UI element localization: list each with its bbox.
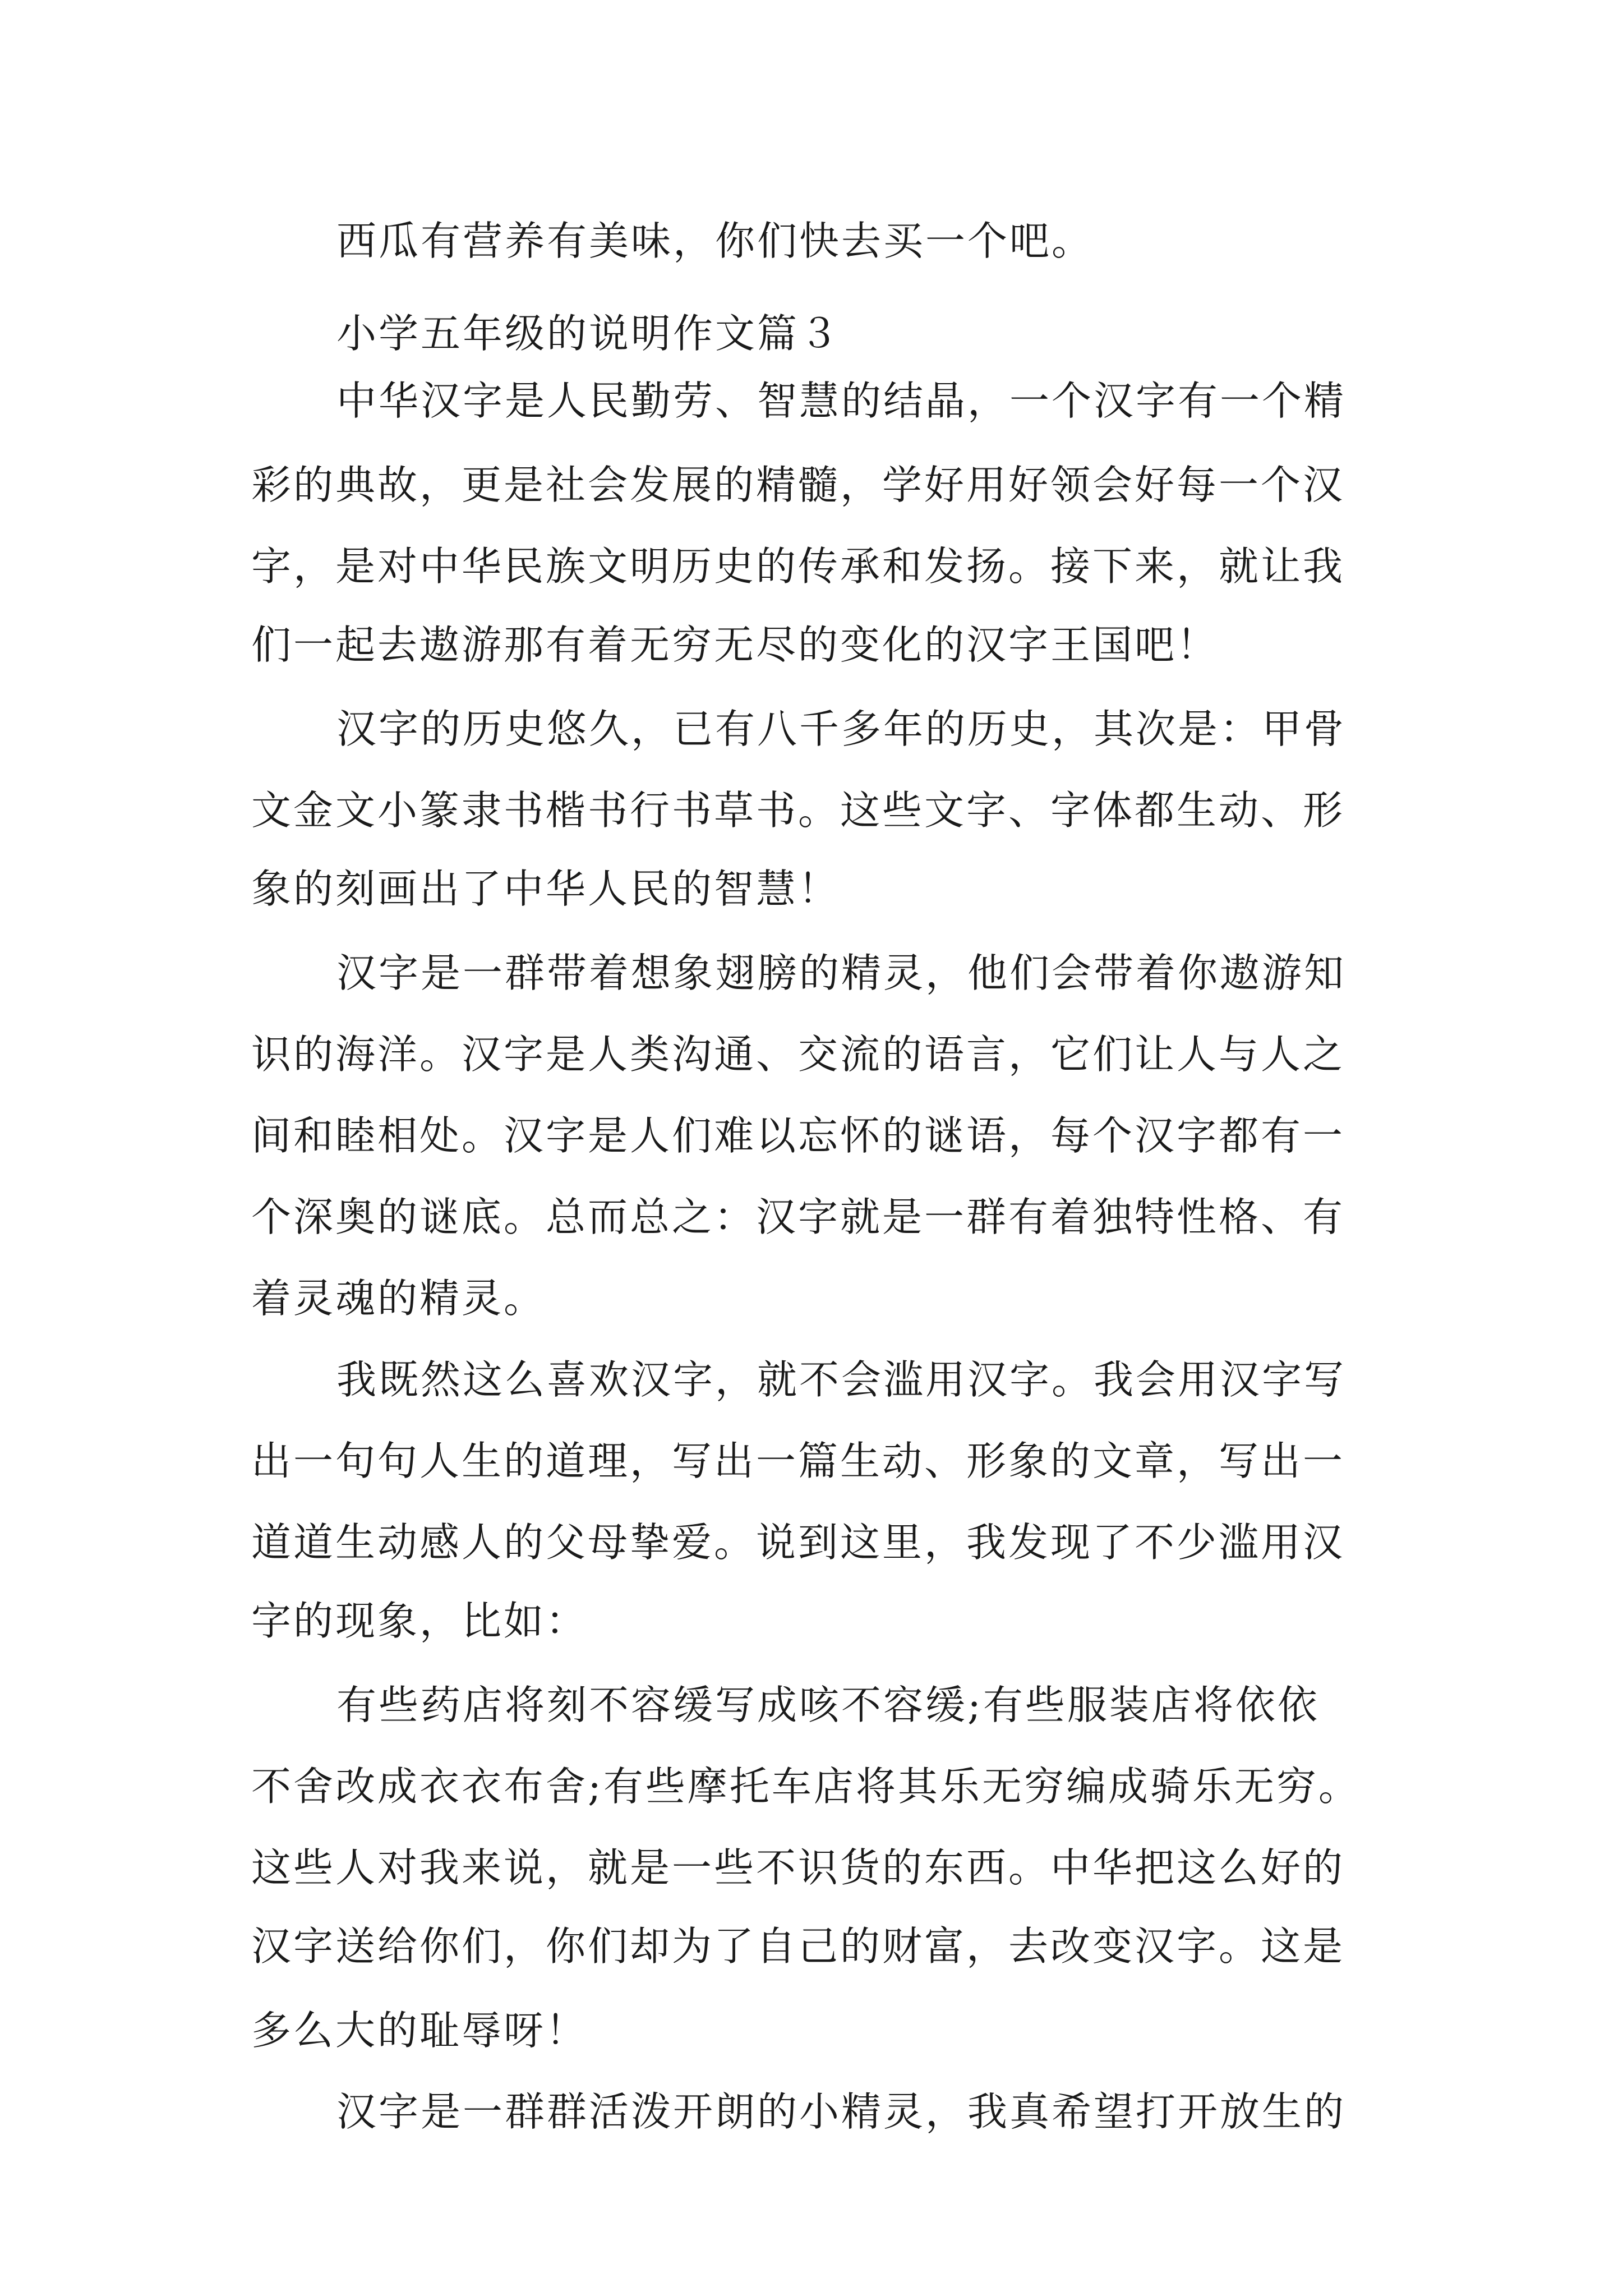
- paragraph-line: 西瓜有营养有美味，你们快去买一个吧。: [336, 218, 1094, 264]
- paragraph-line: 汉字是一群带着想象翅膀的精灵，他们会带着你遨游知: [336, 950, 1347, 996]
- paragraph-line: 出一句句人生的道理，写出一篇生动、形象的文章，写出一: [251, 1438, 1345, 1484]
- paragraph-line: 有些药店将刻不容缓写成咳不容缓;有些服装店将依依: [336, 1682, 1320, 1728]
- paragraph-line: 着灵魂的精灵。: [251, 1275, 546, 1322]
- paragraph-line: 文金文小篆隶书楷书行书草书。这些文字、字体都生动、形: [251, 787, 1345, 834]
- paragraph-line: 间和睦相处。汉字是人们难以忘怀的谜语，每个汉字都有一: [251, 1112, 1345, 1159]
- paragraph-line: 汉字送给你们，你们却为了自己的财富，去改变汉字。这是: [251, 1923, 1345, 1970]
- paragraph-line: 象的刻画出了中华人民的智慧！: [251, 866, 841, 912]
- paragraph-line: 彩的典故，更是社会发展的精髓，学好用好领会好每一个汉: [251, 462, 1345, 508]
- paragraph-line: 中华汉字是人民勤劳、智慧的结晶，一个汉字有一个精: [336, 378, 1347, 424]
- paragraph-line: 多么大的耻辱呀！: [251, 2007, 588, 2054]
- paragraph-line: 我既然这么喜欢汉字，就不会滥用汉字。我会用汉字写: [336, 1356, 1347, 1403]
- paragraph-line: 字，是对中华民族文明历史的传承和发扬。接下来，就让我: [251, 543, 1345, 590]
- section-heading: 小学五年级的说明作文篇３: [336, 310, 842, 357]
- paragraph-line: 道道生动感人的父母挚爱。说到这里，我发现了不少滥用汉: [251, 1519, 1345, 1566]
- paragraph-line: 字的现象，比如：: [251, 1598, 588, 1644]
- paragraph-line: 们一起去遨游那有着无穷无尽的变化的汉字王国吧！: [251, 622, 1219, 668]
- paragraph-line: 汉字是一群群活泼开朗的小精灵，我真希望打开放生的: [336, 2088, 1347, 2135]
- paragraph-line: 不舍改成衣衣布舍;有些摩托车店将其乐无穷编成骑乐无穷。: [251, 1763, 1361, 1810]
- paragraph-line: 个深奥的谜底。总而总之：汉字就是一群有着独特性格、有: [251, 1194, 1345, 1240]
- paragraph-line: 汉字的历史悠久，已有八千多年的历史，其次是：甲骨: [336, 706, 1347, 752]
- paragraph-line: 识的海洋。汉字是人类沟通、交流的语言，它们让人与人之: [251, 1031, 1345, 1078]
- paragraph-line: 这些人对我来说，就是一些不识货的东西。中华把这么好的: [251, 1844, 1345, 1891]
